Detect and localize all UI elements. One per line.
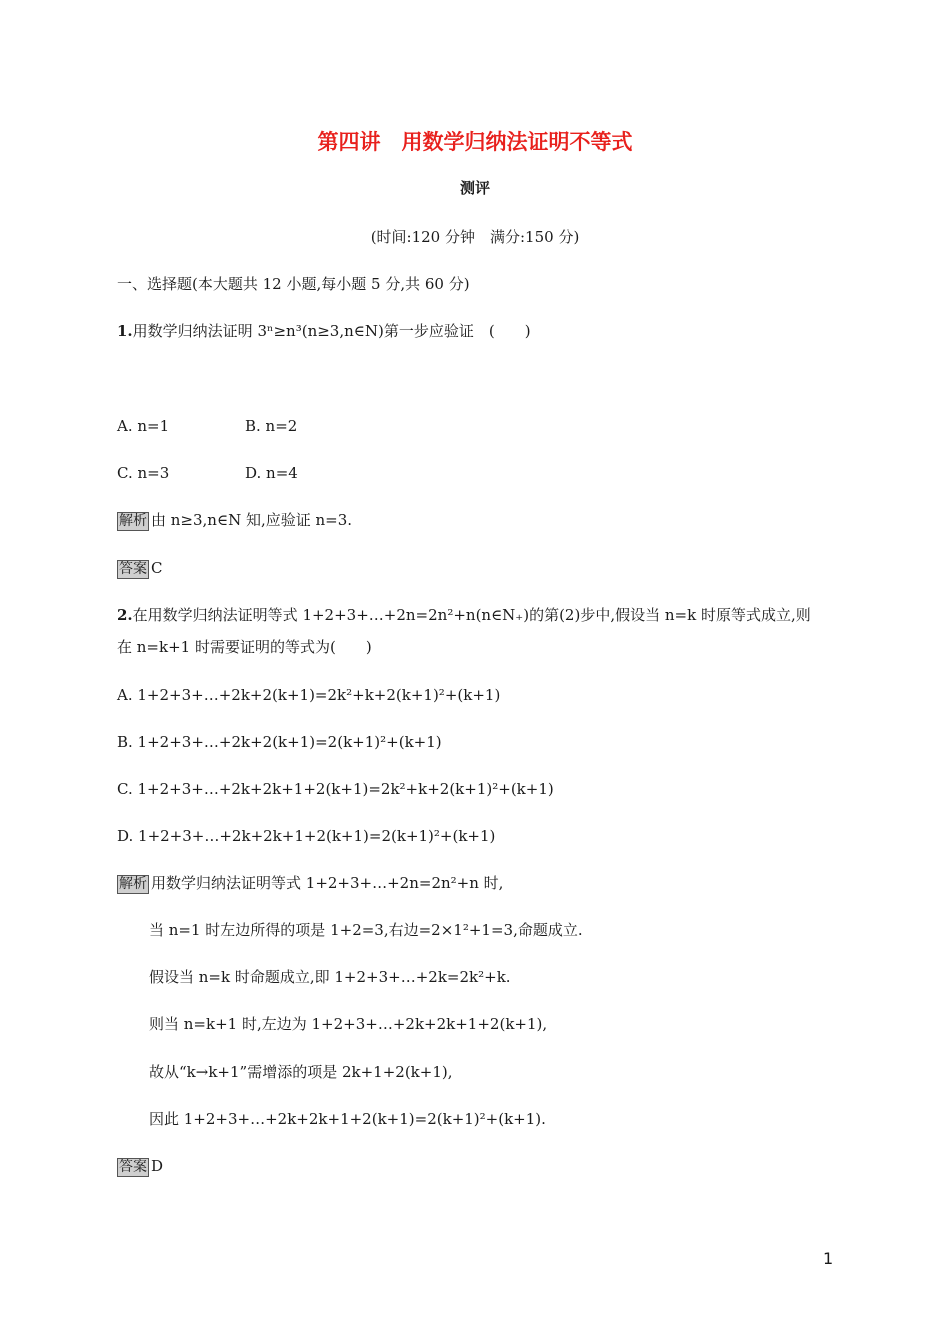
answer-text: C xyxy=(151,559,163,577)
option-b: B. 1+2+3+…+2k+2(k+1)=2(k+1)²+(k+1) xyxy=(117,733,442,751)
analysis-line: 假设当 n=k 时命题成立,即 1+2+3+…+2k=2k²+k. xyxy=(149,968,511,986)
analysis-tag: 解析 xyxy=(119,876,147,892)
option-b: B. n=2 xyxy=(245,417,298,435)
answer-2 xyxy=(117,1156,163,1177)
question-stem: 在用数学归纳法证明等式 1+2+3+…+2n=2n²+n(n∈N₊)的第(2)步中,假设当 n=k 时原等式成立,则 xyxy=(132,606,811,624)
option-d: D. n=4 xyxy=(245,464,298,482)
option-d: D. 1+2+3+…+2k+2k+1+2(k+1)=2(k+1)²+(k+1) xyxy=(117,827,496,845)
analysis-tag: 解析 xyxy=(119,513,147,529)
option-a: A. 1+2+3+…+2k+2(k+1)=2k²+k+2(k+1)²+(k+1) xyxy=(117,686,501,704)
section-heading: 一、选择题(本大题共 12 小题,每小题 5 分,共 60 分) xyxy=(117,275,470,293)
question-number: 2. xyxy=(117,606,133,624)
option-c: C. 1+2+3+…+2k+2k+1+2(k+1)=2k²+k+2(k+1)²+(k+1) xyxy=(117,780,554,798)
analysis-1 xyxy=(117,510,352,531)
analysis-line: 因此 1+2+3+…+2k+2k+1+2(k+1)=2(k+1)²+(k+1). xyxy=(149,1110,546,1128)
analysis-2 xyxy=(117,873,503,894)
time-info: (时间:120 分钟 满分:150 分) xyxy=(370,228,580,246)
option-a: A. n=1 xyxy=(117,417,170,435)
analysis-text: 用数学归纳法证明等式 1+2+3+…+2n=2n²+n 时, xyxy=(151,874,504,892)
question-number: 1. xyxy=(117,322,133,340)
option-c: C. n=3 xyxy=(117,464,170,482)
answer-tag: 答案 xyxy=(119,561,147,577)
question-2-line-2: 在 n=k+1 时需要证明的等式为( ) xyxy=(117,638,372,656)
page-subtitle: 测评 xyxy=(459,179,490,197)
answer-tag: 答案 xyxy=(119,1159,147,1175)
analysis-line: 当 n=1 时左边所得的项是 1+2=3,右边=2×1²+1=3,命题成立. xyxy=(149,921,583,939)
question-stem: 用数学归纳法证明 3ⁿ≥n³(n≥3,n∈N)第一步应验证 ( ) xyxy=(132,322,531,340)
page-number: 1 xyxy=(823,1249,834,1268)
analysis-text: 由 n≥3,n∈N 知,应验证 n=3. xyxy=(151,511,353,529)
analysis-line: 则当 n=k+1 时,左边为 1+2+3+…+2k+2k+1+2(k+1), xyxy=(149,1015,548,1033)
answer-1 xyxy=(117,558,162,579)
page-title: 第四讲 用数学归纳法证明不等式 xyxy=(317,130,633,154)
analysis-line: 故从“k→k+1”需增添的项是 2k+1+2(k+1), xyxy=(149,1063,453,1081)
answer-text: D xyxy=(151,1157,164,1175)
question-1 xyxy=(117,321,531,341)
question-2-line-1 xyxy=(117,605,811,625)
